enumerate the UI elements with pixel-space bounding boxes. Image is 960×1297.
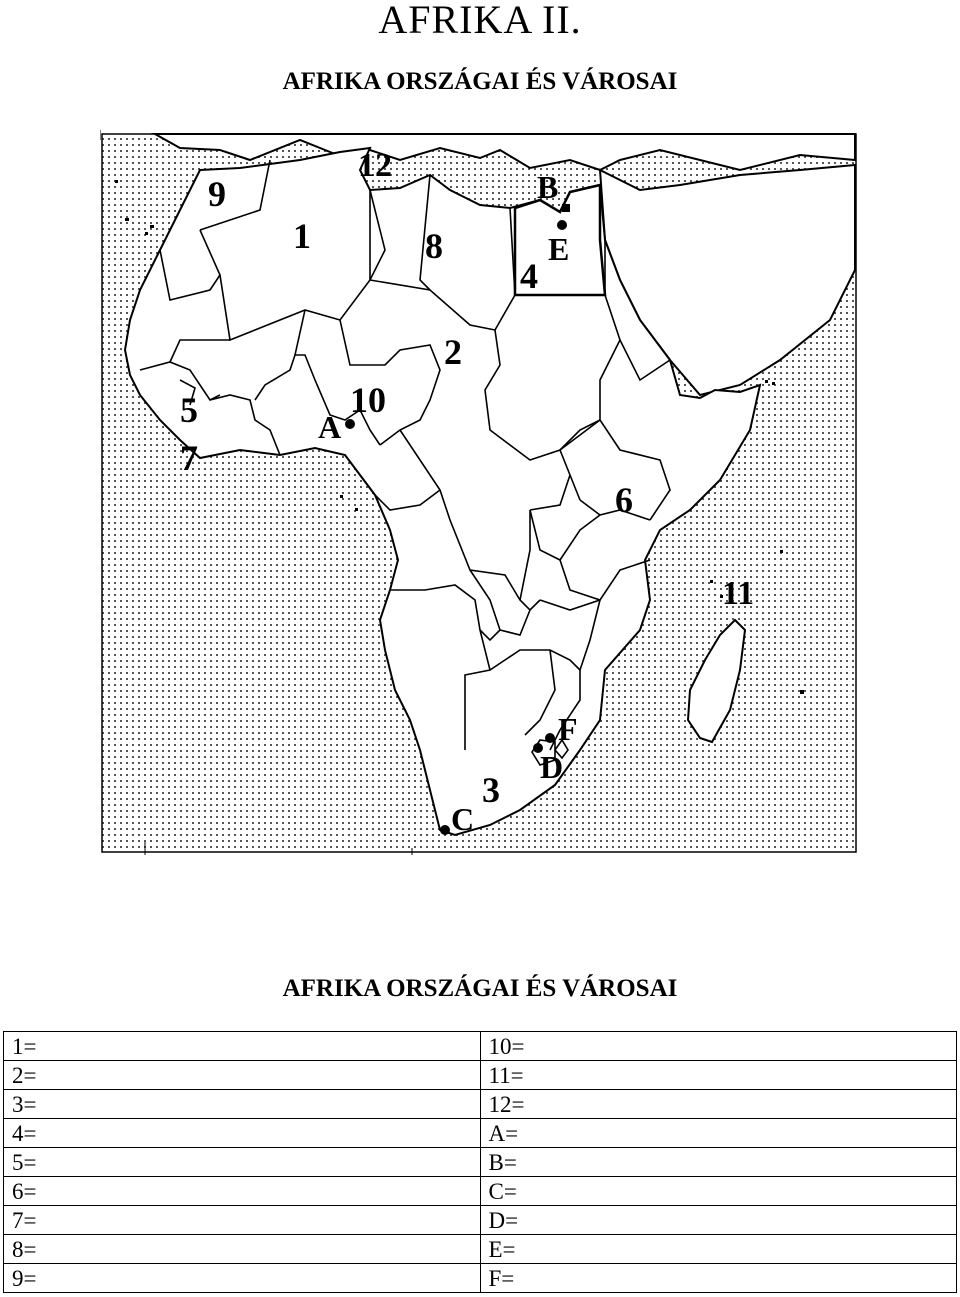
answer-cell-left[interactable]: 9= — [4, 1264, 481, 1293]
answer-row — [4, 1090, 957, 1119]
city-dot-f — [545, 733, 555, 743]
answer-cell-right[interactable]: F= — [480, 1264, 957, 1293]
answer-cell-left[interactable]: 5= — [4, 1148, 481, 1177]
answer-row — [4, 1032, 957, 1061]
answer-cell-right[interactable]: C= — [480, 1177, 957, 1206]
answer-cell-right[interactable]: A= — [480, 1119, 957, 1148]
answer-cell-left[interactable]: 1= — [4, 1032, 481, 1061]
country-label: 11 — [722, 575, 755, 612]
answer-heading: AFRIKA ORSZÁGAI ÉS VÁROSAI — [282, 975, 678, 1002]
city-label: C — [451, 801, 475, 837]
city-label: D — [540, 749, 564, 785]
country-label: 5 — [180, 390, 198, 430]
answer-row — [4, 1206, 957, 1235]
country-label: 2 — [444, 332, 462, 372]
country-label: 4 — [520, 256, 538, 296]
country-label: 10 — [350, 380, 386, 420]
city-label: E — [548, 231, 570, 267]
answer-row — [4, 1119, 957, 1148]
answer-row — [4, 1177, 957, 1206]
answer-row — [4, 1148, 957, 1177]
answer-cell-left[interactable]: 6= — [4, 1177, 481, 1206]
city-dot-a — [345, 419, 355, 429]
answer-cell-right[interactable]: 10= — [480, 1032, 957, 1061]
answer-cell-left[interactable]: 8= — [4, 1235, 481, 1264]
answer-cell-left[interactable]: 2= — [4, 1061, 481, 1090]
answer-cell-right[interactable]: B= — [480, 1148, 957, 1177]
answer-row — [4, 1264, 957, 1293]
country-label: 9 — [208, 174, 226, 214]
answer-cell-left[interactable]: 7= — [4, 1206, 481, 1235]
africa-map — [100, 130, 858, 855]
country-label: 1 — [293, 216, 311, 256]
answer-cell-right[interactable]: E= — [480, 1235, 957, 1264]
answer-cell-left[interactable]: 3= — [4, 1090, 481, 1119]
city-dot-e — [557, 220, 567, 230]
city-dot-b — [562, 204, 570, 212]
country-label: 6 — [615, 480, 633, 520]
answer-row — [4, 1235, 957, 1264]
answer-cell-right[interactable]: 12= — [480, 1090, 957, 1119]
answer-table — [3, 1031, 957, 1293]
city-label: B — [537, 169, 559, 205]
answer-row — [4, 1061, 957, 1090]
country-label: 12 — [358, 147, 392, 184]
country-label: 7 — [180, 438, 198, 478]
page-title: AFRIKA II. — [378, 0, 582, 42]
city-label: A — [318, 409, 342, 445]
city-label: F — [558, 711, 578, 747]
country-label: 8 — [425, 226, 443, 266]
answer-cell-right[interactable]: 11= — [480, 1061, 957, 1090]
map-heading: AFRIKA ORSZÁGAI ÉS VÁROSAI — [282, 68, 678, 95]
city-dot-c — [440, 825, 450, 835]
country-label: 3 — [482, 770, 500, 810]
answer-cell-right[interactable]: D= — [480, 1206, 957, 1235]
answer-cell-left[interactable]: 4= — [4, 1119, 481, 1148]
